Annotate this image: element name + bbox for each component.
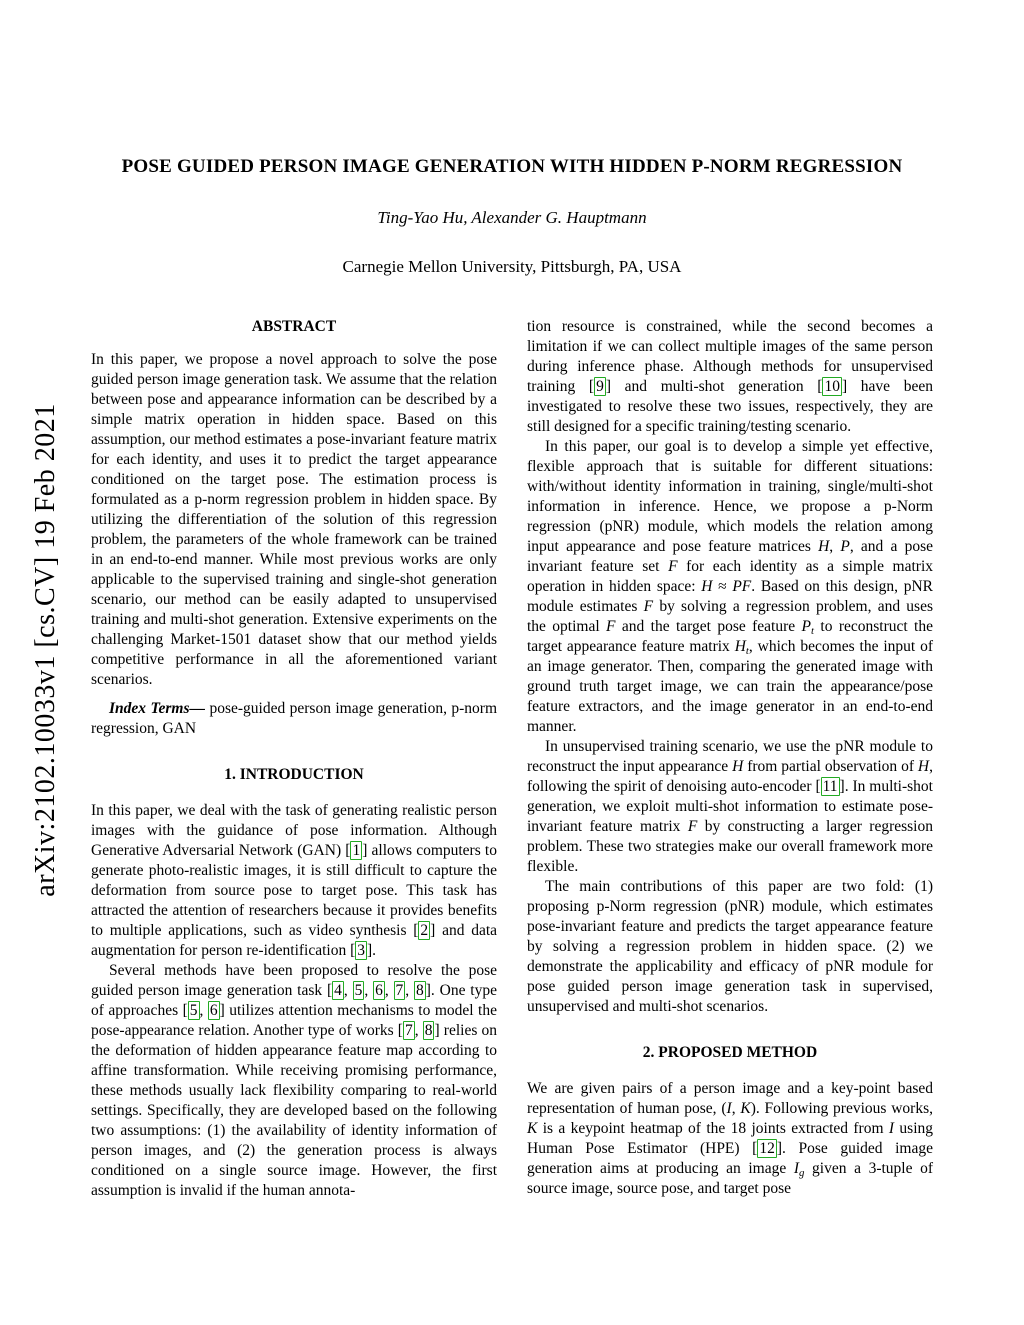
- paper-content: [91, 0, 933, 1201]
- citation-link[interactable]: 12: [759, 1140, 775, 1157]
- citation-link[interactable]: 9: [596, 378, 604, 395]
- citation-link[interactable]: 7: [395, 982, 404, 999]
- citation-link[interactable]: 10: [824, 378, 840, 395]
- method-heading: 2. PROPOSED METHOD: [642, 1044, 818, 1061]
- citation-link[interactable]: 6: [375, 982, 383, 999]
- abstract-text: In this paper, we propose a novel approach to solve the pose guided person image generation task. We assume that the relation between pose and appearance information can be described by a simple matrix operation in hidden space. Based on this assumption, our method estimates a pose-invariant feature matrix for each identity, and uses it to predict the target appearance conditioned on the target pose. The estimation process is formulated as a p-norm regression problem in hidden space. By utilizing the differentiation of the solution of this regression problem, the parameters of the whole framework can be trained in an end-to-end manner. While most previous works are only applicable to the supervised training and single-shot generation scenario, our method can be easily adapted to unsupervised training and multi-shot generation. Extensive experiments on the challenging Market-1501 dataset show that our method yields competitive performance in all the aforementioned variant scenarios.: [91, 351, 497, 688]
- citation-link[interactable]: 5: [354, 982, 363, 999]
- paper-title: POSE GUIDED PERSON IMAGE GENERATION WITH HIDDEN P-NORM REGRESSION: [121, 156, 903, 177]
- introduction-paragraph-4: In unsupervised training scenario, we use the pNR module to reconstruct the input appearance H from partial observation of H, following the spirit of denoising auto-encoder [ 11 ]. In multi-shot generation, we exploit multi-shot information to estimate pose-invariant feature matrix F by constructing a larger regression problem. These two strategies make our overall framework more flexible.: [527, 738, 933, 875]
- introduction-paragraph-5: The main contributions of this paper are two fold: (1) proposing p-Norm regression (pNR) module, which estimates pose-invariant feature and predicts the target appearance feature by solving a regression problem in hidden space. (2) we demonstrate the applicability and efficacy of pNR module for pose guided person image generation task in supervised, unsupervised and multi-shot scenarios.: [527, 878, 933, 1015]
- introduction-paragraph-1: In this paper, we deal with the task of generating realistic person images with the guidance of pose information. Although Generative Adversarial Network (GAN) [ 1 ] allows computers to generate photo-realistic images, it is still difficult to capture the deformation from source pose to target pose. This task has attracted the attention of researchers because it provides benefits to multiple applications, such as video synthesis [ 2 ] and data augmentation for person re-identification [ 3 ].: [91, 802, 498, 959]
- citation-link[interactable]: 2: [420, 922, 429, 939]
- paper-affiliation: Carnegie Mellon University, Pittsburgh, PA, USA: [342, 257, 682, 276]
- right-column: [527, 317, 933, 1201]
- citation-link[interactable]: 6: [209, 1002, 218, 1019]
- method-paragraph-1: We are given pairs of a person image and a key-point based representation of human pose, (I, K). Following previous works, K is a keypoint heatmap of the 18 joints extracted from I using Human Pose Estimator (HPE) [ 12 ]. Pose guided image generation aims at producing an image $I_g$ given a 3-tuple of source image, source pose, and target pose: [527, 1080, 934, 1197]
- citation-link[interactable]: 11: [822, 778, 838, 795]
- two-column-body: [91, 317, 933, 1201]
- introduction-paragraph-2-continued: tion resource is constrained, while the second becomes a limitation if we can collect multiple images of the same person during inference phase. Although methods for unsupervised training [ 9 ] and multi-shot generation [ 10 ] have been investigated to resolve these two issues, respectively, they are still designed for a specific training/testing scenario.: [527, 318, 934, 435]
- citation-link[interactable]: 7: [404, 1022, 413, 1039]
- citation-link[interactable]: 4: [334, 982, 342, 999]
- citation-link[interactable]: 8: [416, 982, 424, 999]
- citation-link[interactable]: 1: [352, 842, 361, 859]
- index-terms: [91, 699, 497, 739]
- introduction-paragraph-3: In this paper, our goal is to develop a simple yet effective, flexible approach that is suitable for different situations: with/without identity information in training, single/multi-shot information in inference. Hence, we propose a p-Norm regression (pNR) module, which models the relation among input appearance and pose feature matrices H, P, and a pose invariant feature set F for each identity as a simple matrix operation in hidden space: H ≈ PF. Based on this design, pNR module estimates F by solving a regression problem, and uses the optimal F and the target pose feature $P_t$ to reconstruct the target appearance feature matrix $H_t$, which becomes the input of an image generator. Then, comparing the generated image with ground truth target image, we can train the appearance/pose feature extractors, and the image generator in an end-to-end manner.: [527, 438, 934, 735]
- paper-authors: Ting-Yao Hu, Alexander G. Hauptmann: [377, 208, 647, 227]
- left-column: [91, 317, 497, 1201]
- citation-link[interactable]: 5: [189, 1002, 198, 1019]
- introduction-heading: 1. INTRODUCTION: [224, 766, 364, 783]
- arxiv-watermark: arXiv:2102.10033v1 [cs.CV] 19 Feb 2021: [30, 403, 61, 897]
- citation-link[interactable]: 8: [424, 1022, 433, 1039]
- introduction-paragraph-2: Several methods have been proposed to resolve the pose guided person image generation task [ 4 , 5 , 6 , 7 , 8 ]. One type of approaches [ 5 , 6 ] utilizes attention mechanisms to model the pose-appearance relation. Another type of works [ 7 , 8 ] relies on the deformation of hidden appearance feature map according to affine transformation. While receiving promising performance, these methods usually lack flexibility comparing to real-world settings. Specifically, they are developed based on the following two assumptions: (1) the availability of identity information of person images, and (2) the generation process is always conditioned on a single source image. However, the first assumption is invalid if the human annota-: [91, 962, 498, 1199]
- index-terms-label: Index Terms—: [109, 700, 206, 717]
- index-terms-text: pose-guided person image generation, p-norm regression, GAN: [91, 700, 498, 737]
- citation-link[interactable]: 3: [357, 942, 366, 959]
- abstract-heading: ABSTRACT: [251, 318, 337, 335]
